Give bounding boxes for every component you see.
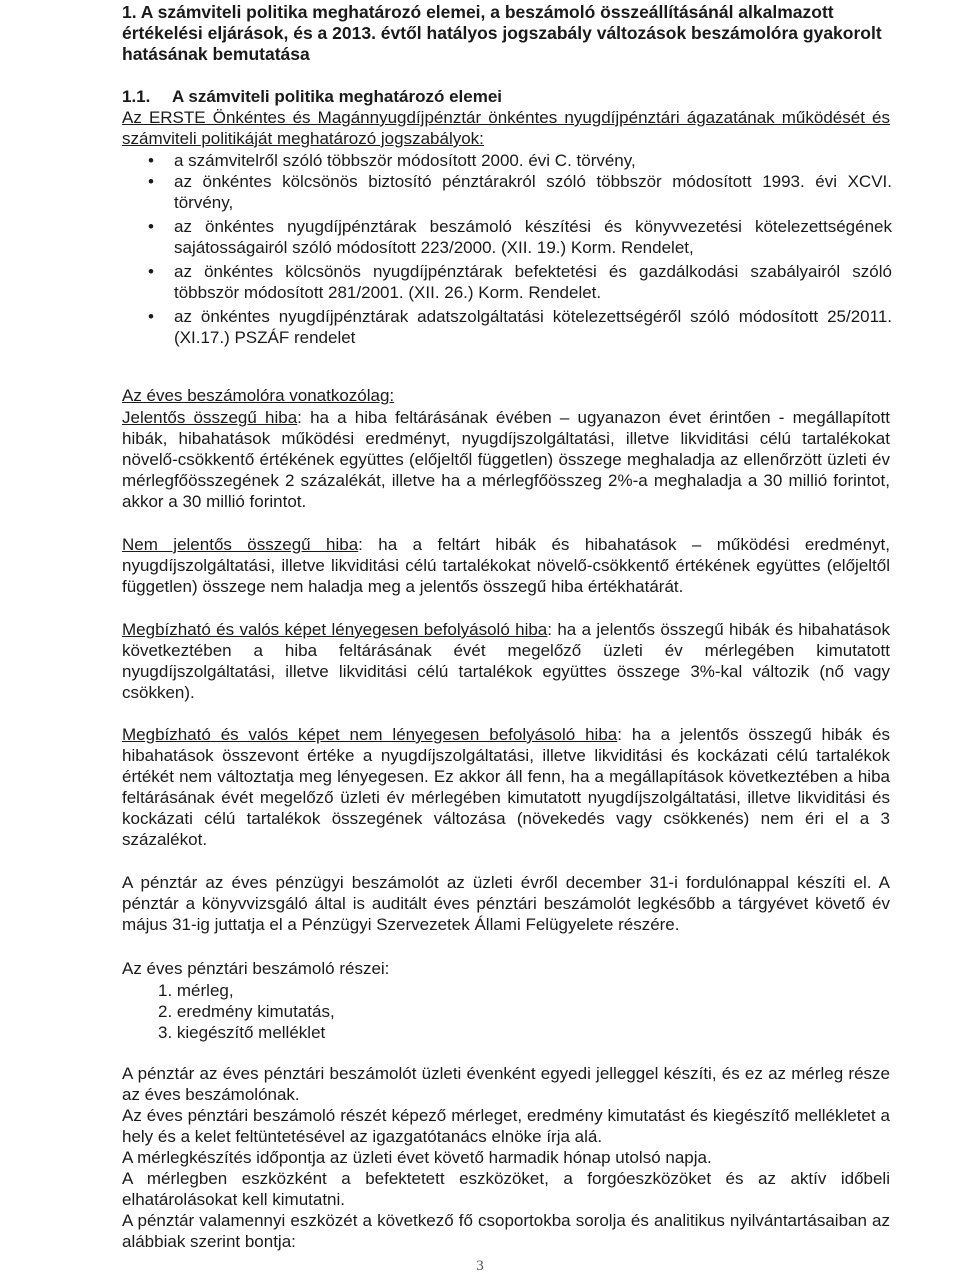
definition-text: : ha a hiba feltárásának évében – ugyanazon évet érintően - megállapított hibák, hibahatások működési eredményt, nyugdíjszolgáltatási, illetve likviditási célú tartalékokat növelő-csökkentő értékének együttes (előjeltől független) összege meghaladja az ellenőrzött üzleti év mérlegfőösszegének 2 százalékát, illetve ha a mérlegfőösszeg 2%-a meghaladja a 30 millió forintot, akkor a 30 millió forintot. <box>122 408 890 511</box>
list-item: • az önkéntes kölcsönös nyugdíjpénztárak befektetési és gazdálkodási szabályairól szóló többször módosított 281/2001. (XII. 26.) Korm. Rendelet. <box>148 261 892 303</box>
list-item: • a számvitelről szóló többször módosított 2000. évi C. törvény, <box>148 150 892 171</box>
annual-heading <box>122 385 890 406</box>
subsection-number: 1.1. <box>122 87 151 106</box>
definition-text: : ha a jelentős összegű hibák és hibahatások következtében a hiba feltárásának évét megelőző üzleti év mérlegében kimutatott nyugdíjszolgáltatási, illetve likviditási célú tartalékok együttes összege 3%-kal változik (nő vagy csökken). <box>122 620 890 702</box>
definition-text: : ha a jelentős összegű hibák és hibahatások összevont értéke a nyugdíjszolgáltatási, illetve likviditási és kockázati célú tartalékok értékét nem változtatja meg lényegesen. Ez akkor áll fenn, ha a megállapítások következtében a hiba feltárásának évét megelőző üzleti év mérlegében kimutatott nyugdíjszolgáltatási, illetve likviditási és kockázati célú tartalékok összegének változása (növekedés vagy csökkenés) nem éri el a 3 százalékot. <box>122 725 890 849</box>
list-item: • az önkéntes kölcsönös biztosító pénztárakról szóló többször módosított 1993. évi XCVI. törvény, <box>148 171 892 213</box>
definition-term: Megbízható és valós képet nem lényegesen befolyásoló hiba <box>122 725 618 744</box>
annual-heading-text: Az éves beszámolóra vonatkozólag: <box>122 386 395 405</box>
list-item: 3. kiegészítő melléklet <box>158 1023 326 1042</box>
report-paragraph: A pénztár az éves pénzügyi beszámolót az üzleti évről december 31-i fordulónappal készíti el. A pénztár a könyvvizsgáló által is auditált éves pénztári beszámolót legkésőbb a tárgyévet követő év május 31-ig juttatja el a Pénzügyi Szervezetek Állami Felügyelete részére. <box>122 873 890 934</box>
definition-term: Jelentős összegű hiba <box>122 408 298 427</box>
closing-paragraph: A pénztár valamennyi eszközét a következő fő csoportokba sorolja és analitikus nyilvántartásaiban az alábbiak szerint bontja: <box>122 1211 890 1251</box>
parts-list <box>158 980 335 1043</box>
list-item: 1. mérleg, <box>158 981 234 1000</box>
list-item: 2. eredmény kimutatás, <box>158 1002 335 1021</box>
definition-term: Nem jelentős összegű hiba <box>122 535 359 554</box>
intro-paragraph <box>122 107 890 149</box>
list-item: • az önkéntes nyugdíjpénztárak adatszolgáltatási kötelezettségéről szóló módosított 25/2011. (XI.17.) PSZÁF rendelet <box>148 306 892 348</box>
closing-paragraph: A mérlegben eszközként a befektetett eszközöket, a forgóeszközöket és az aktív időbeli elhatárolásokat kell kimutatni. <box>122 1169 890 1209</box>
section-heading: 1. A számviteli politika meghatározó elemei, a beszámoló összeállításánál alkalmazott értékelési eljárások, és a 2013. évtől hatályos jogszabály változások beszámolóra gyakorolt hatásának bemutatása <box>122 2 882 64</box>
subsection-heading <box>122 86 502 107</box>
laws-list <box>148 150 892 348</box>
parts-heading: Az éves pénztári beszámoló részei: <box>122 959 390 978</box>
list-item: • az önkéntes nyugdíjpénztárak beszámoló készítési és könyvvezetési kötelezettségének sajátosságairól szóló módosított 223/2000. (XII. 19.) Korm. Rendelet, <box>148 216 892 258</box>
intro-text: Az ERSTE Önkéntes és Magánnyugdíjpénztár önkéntes nyugdíjpénztári ágazatának működését és számviteli politikáját meghatározó jogszabályok: <box>122 108 890 148</box>
definition-paragraph <box>122 534 890 597</box>
closing-paragraph: A pénztár az éves pénztári beszámolót üzleti évenként egyedi jelleggel készíti, és ez az mérleg része az éves beszámolónak. <box>122 1064 890 1104</box>
definition-paragraph <box>122 724 890 850</box>
definition-term: Megbízható és valós képet lényegesen befolyásoló hiba <box>122 620 548 639</box>
closing-paragraph: Az éves pénztári beszámoló részét képező mérleget, eredmény kimutatást és kiegészítő mellékletet a hely és a kelet feltüntetésével az igazgatótanács elnöke írja alá. <box>122 1106 890 1146</box>
definition-paragraph <box>122 619 890 703</box>
definition-text: : ha a feltárt hibák és hibahatások – működési eredményt, nyugdíjszolgáltatási, illetve likviditási célú tartalékokat növelő-csökkentő értékének együttes (előjeltől független) összege nem haladja meg a jelentős összegű hiba értékhatárát. <box>122 535 890 596</box>
subsection-title: A számviteli politika meghatározó elemei <box>172 87 503 106</box>
closing-paragraph: A mérlegkészítés időpontja az üzleti évet követő harmadik hónap utolsó napja. <box>122 1148 712 1167</box>
page-number: 3 <box>476 1258 484 1274</box>
definition-paragraph <box>122 407 890 512</box>
